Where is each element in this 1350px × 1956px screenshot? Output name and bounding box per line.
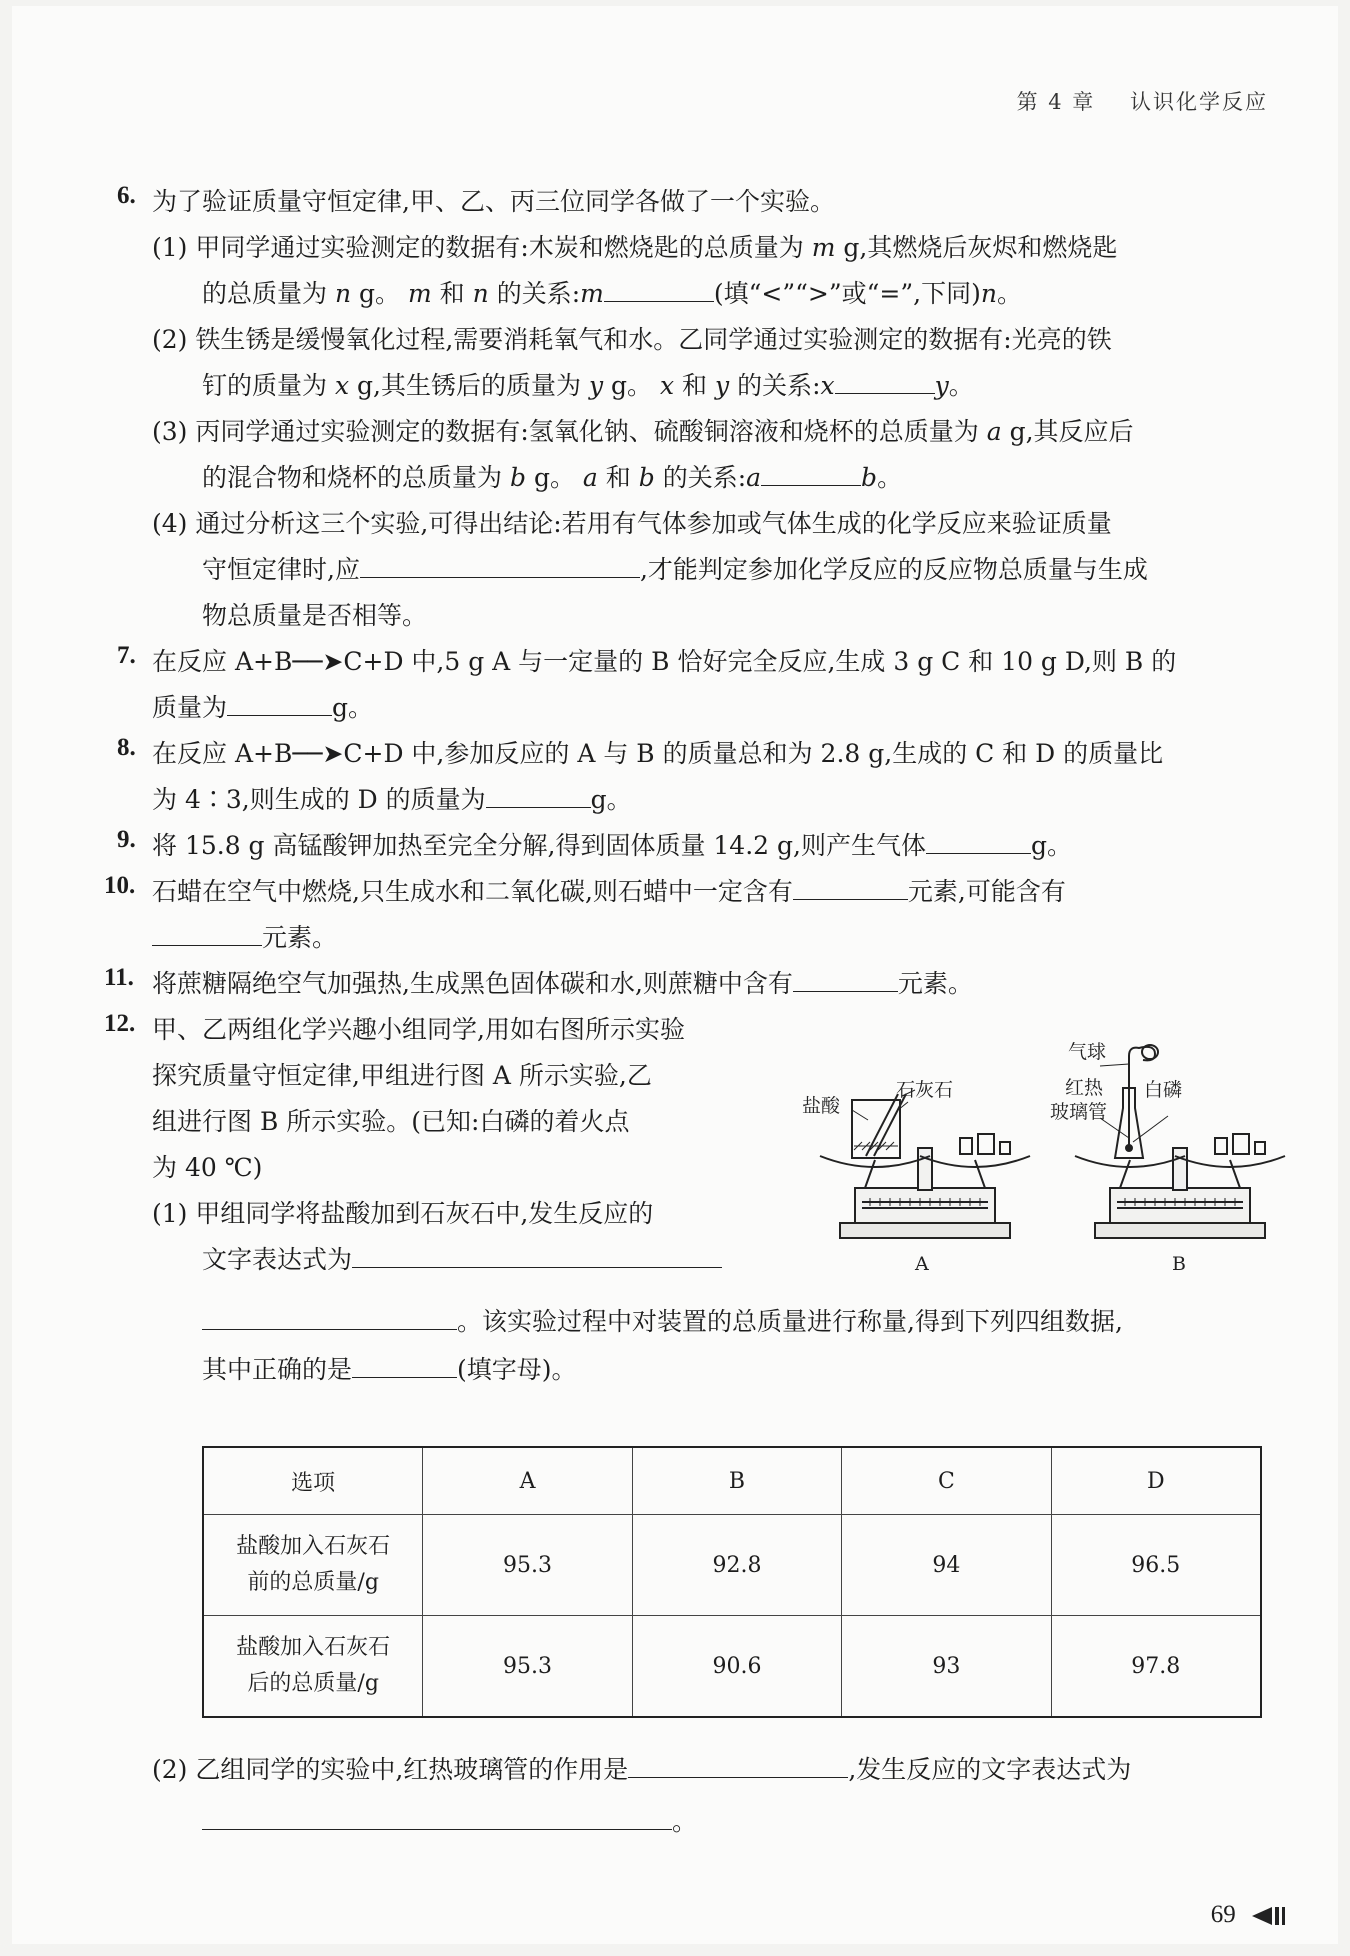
- table-row: [203, 1515, 1261, 1616]
- question-10-line1: 石蜡在空气中燃烧,只生成水和二氧化碳,则石蜡中一定含有 元素,可能含有: [152, 877, 1066, 906]
- table-cell: 97.8: [1051, 1616, 1261, 1718]
- label-limestone: 石灰石: [896, 1079, 954, 1101]
- table-cell: 95.3: [423, 1515, 632, 1616]
- question-8-number: 8.: [117, 734, 136, 761]
- page-number: 69: [1211, 1901, 1290, 1929]
- question-8-line1: 在反应 A+B──➤C+D 中,参加反应的 A 与 B 的质量总和为 2.8 g,生成的 C 和 D 的质量比: [152, 739, 1164, 768]
- table-row-label: 盐酸加入石灰石 前的总质量/g: [203, 1515, 423, 1616]
- answer-blank-12-1a[interactable]: [352, 1266, 722, 1268]
- table-cell: 95.3: [423, 1616, 632, 1718]
- q12-part1-line4: 其中正确的是 (填字母)。: [202, 1355, 577, 1384]
- q12-part1-line2: 文字表达式为: [202, 1240, 722, 1276]
- page-header: [1017, 86, 1268, 116]
- q12-part1-line1: (1) 甲组同学将盐酸加到石灰石中,发生反应的: [152, 1199, 654, 1228]
- answer-blank-6-3[interactable]: [761, 484, 861, 486]
- label-glass-tube: 玻璃管: [1050, 1101, 1108, 1123]
- question-9-line1: 将 15.8 g 高锰酸钾加热至完全分解,得到固体质量 14.2 g,则产生气体 g。: [152, 831, 1072, 860]
- answer-blank-12-3[interactable]: [628, 1776, 848, 1778]
- q6-part3-line1: (3) 丙同学通过实验测定的数据有:氢氧化钠、硫酸铜溶液和烧杯的总质量为 a g,其反应后: [152, 417, 1134, 446]
- answer-blank-12-2[interactable]: [352, 1376, 457, 1378]
- table-cell: 96.5: [1051, 1515, 1261, 1616]
- chapter-number: 第 4 章: [1016, 90, 1096, 114]
- experiment-figure: [800, 1038, 1300, 1278]
- question-12-line4: 为 40 ℃): [152, 1153, 263, 1182]
- q6-part3-line2: 的混合物和烧杯的总质量为 b g。 a 和 b 的关系:a b。: [202, 463, 903, 492]
- label-hydrochloric-acid: 盐酸: [802, 1095, 841, 1117]
- question-11-number: 11.: [104, 964, 134, 991]
- mass-data-table: [202, 1446, 1262, 1718]
- question-10-line2: 元素。: [152, 918, 337, 954]
- question-11-line1: 将蔗糖隔绝空气加强热,生成黑色固体碳和水,则蔗糖中含有 元素。: [152, 969, 973, 998]
- question-7-line1: 在反应 A+B──➤C+D 中,5 g A 与一定量的 B 恰好完全反应,生成 3 g C 和 10 g D,则 B 的: [152, 647, 1177, 676]
- table-header-cell: B: [632, 1447, 841, 1515]
- question-7-number: 7.: [117, 642, 136, 669]
- page-marker-icon: [1250, 1905, 1290, 1927]
- q12-part2-line1: (2) 乙组同学的实验中,红热玻璃管的作用是 ,发生反应的文字表达式为: [152, 1755, 1132, 1784]
- table-cell: 92.8: [632, 1515, 841, 1616]
- question-12-line1: 甲、乙两组化学兴趣小组同学,用如右图所示实验: [152, 1015, 685, 1044]
- table-header-cell: A: [423, 1447, 632, 1515]
- q6-part1-line1: (1) 甲同学通过实验测定的数据有:木炭和燃烧匙的总质量为 m g,其燃烧后灰烬和燃烧匙: [152, 233, 1118, 262]
- answer-blank-6-2[interactable]: [835, 392, 935, 394]
- answer-blank-7[interactable]: [227, 714, 332, 716]
- question-12-line2: 探究质量守恒定律,甲组进行图 A 所示实验,乙: [152, 1061, 652, 1090]
- q12-part1-line3: 。该实验过程中对装置的总质量进行称量,得到下列四组数据,: [202, 1302, 1123, 1338]
- caption-b: B: [1172, 1253, 1186, 1275]
- q6-part2-line2: 钉的质量为 x g,其生锈后的质量为 y g。 x 和 y 的关系:x y。: [202, 371, 974, 400]
- q6-part4-line1: (4) 通过分析这三个实验,可得出结论:若用有气体参加或气体生成的化学反应来验证质量: [152, 509, 1112, 538]
- question-8-line2: 为 4∶3,则生成的 D 的质量为 g。: [152, 785, 632, 814]
- table-row: [203, 1616, 1261, 1718]
- answer-blank-12-1b[interactable]: [202, 1328, 457, 1330]
- label-white-phosphorus: 白磷: [1144, 1079, 1183, 1101]
- question-12-number: 12.: [104, 1010, 136, 1037]
- label-red-hot: 红热: [1065, 1077, 1104, 1099]
- label-balloon: 气球: [1068, 1041, 1107, 1063]
- page: [12, 6, 1338, 1944]
- question-9-number: 9.: [117, 826, 136, 853]
- question-7-line2: 质量为 g。: [152, 693, 374, 722]
- table-row-label: 盐酸加入石灰石 后的总质量/g: [203, 1616, 423, 1718]
- answer-blank-11[interactable]: [793, 990, 898, 992]
- answer-blank-10-2[interactable]: [152, 944, 262, 946]
- answer-blank-6-4[interactable]: [360, 576, 640, 578]
- answer-blank-6-1[interactable]: [604, 300, 714, 302]
- balance-b-illustration: [1075, 1045, 1285, 1238]
- table-cell: 90.6: [632, 1616, 841, 1718]
- answer-blank-8[interactable]: [486, 806, 591, 808]
- question-6-number: 6.: [117, 182, 136, 209]
- answer-blank-10-1[interactable]: [793, 898, 908, 900]
- question-10-number: 10.: [104, 872, 136, 899]
- table-cell: 93: [842, 1616, 1051, 1718]
- balance-a-illustration: [820, 1090, 1030, 1238]
- q6-part1-line2: 的总质量为 n g。 m 和 n 的关系:m (填“<”“>”或“=”,下同)n。: [202, 279, 1022, 308]
- table-header-cell: D: [1051, 1447, 1261, 1515]
- question-12-line3: 组进行图 B 所示实验。(已知:白磷的着火点: [152, 1107, 630, 1136]
- chapter-title: 认识化学反应: [1130, 90, 1268, 114]
- q12-part2-line2: 。: [202, 1802, 697, 1838]
- table-header-cell: 选项: [203, 1447, 423, 1515]
- table-header-cell: C: [842, 1447, 1051, 1515]
- table-header-row: [203, 1447, 1261, 1515]
- answer-blank-9[interactable]: [926, 852, 1031, 854]
- q6-part2-line1: (2) 铁生锈是缓慢氧化过程,需要消耗氧气和水。乙同学通过实验测定的数据有:光亮的铁: [152, 325, 1112, 354]
- q6-part4-line2: 守恒定律时,应 ,才能判定参加化学反应的反应物总质量与生成: [202, 555, 1148, 584]
- caption-a: A: [915, 1253, 929, 1275]
- table-cell: 94: [842, 1515, 1051, 1616]
- question-6-stem: 为了验证质量守恒定律,甲、乙、丙三位同学各做了一个实验。: [152, 187, 835, 216]
- q6-part4-line3: 物总质量是否相等。: [202, 601, 428, 630]
- answer-blank-12-4[interactable]: [202, 1828, 672, 1830]
